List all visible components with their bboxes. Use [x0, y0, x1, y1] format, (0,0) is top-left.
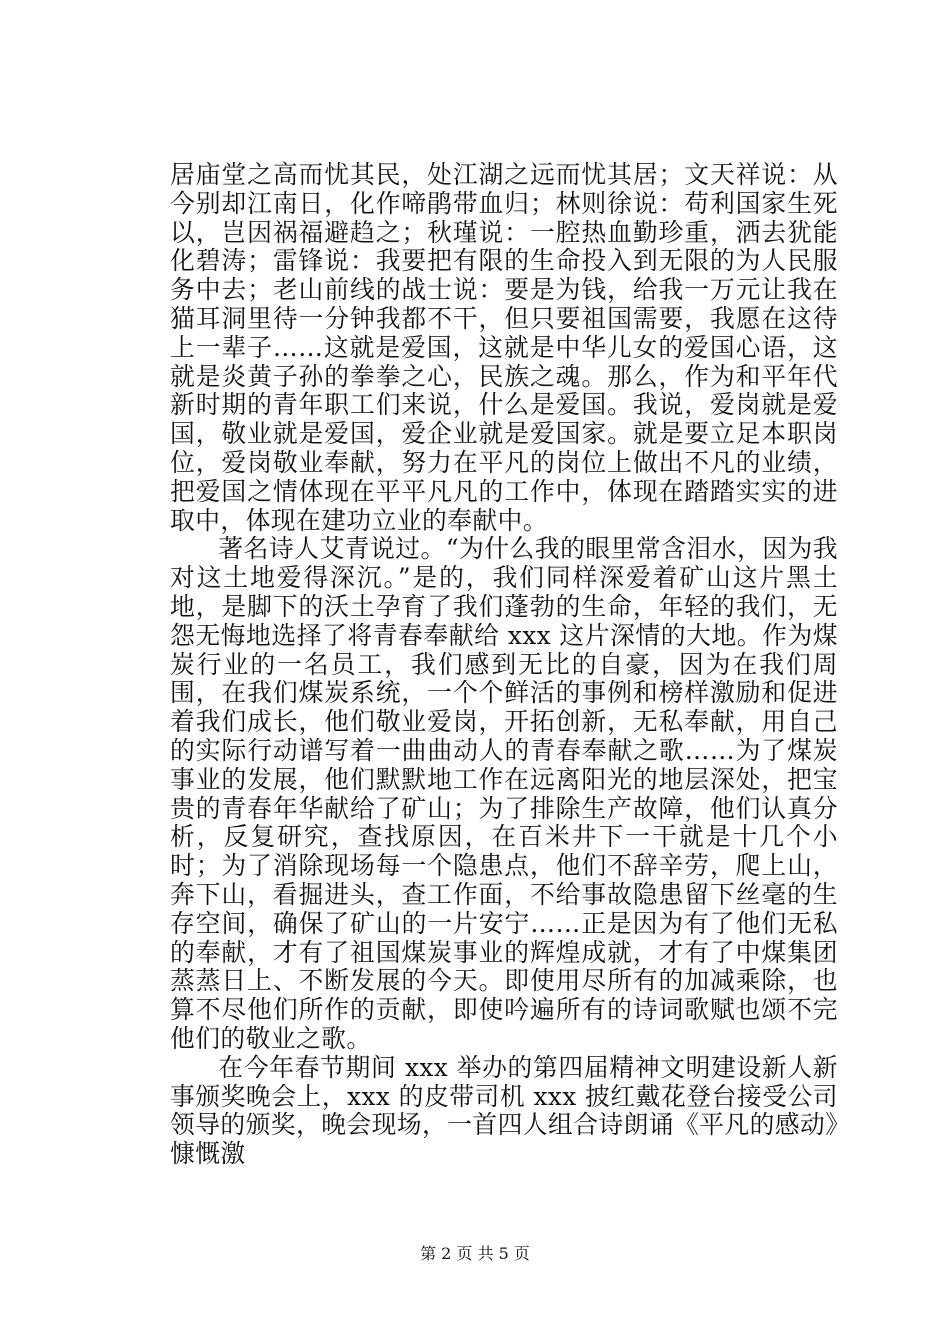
- paragraph-1: 居庙堂之高而忧其民，处江湖之远而忧其居；文天祥说：从今别却江南日，化作啼鹃带血归；林则徐说：苟利国家生死以，岂因祸福避趋之；秋瑾说：一腔热血勤珍重，洒去犹能化碧涛；雷锋说：我要把有限的生命投入到无限的为人民服务中去；老山前线的战士说：要是为钱，给我一万元让我在猫耳洞里待一分钟我都不干，但只要祖国需要，我愿在这待上一辈子……这就是爱国，这就是中华儿女的爱国心语，这就是炎黄子孙的拳拳之心，民族之魂。那么，作为和平年代新时期的青年职工们来说，什么是爱国。我说，爱岗就是爱国，敬业就是爱国，爱企业就是爱国家。就是要立足本职岗位，爱岗敬业奉献，努力在平凡的岗位上做出不凡的业绩，把爱国之情体现在平平凡凡的工作中，体现在踏踏实实的进取中，体现在建功立业的奉献中。: [170, 160, 838, 535]
- paragraph-3: 在今年春节期间 xxx 举办的第四届精神文明建设新人新事颁奖晚会上，xxx 的皮带司机 xxx 披红戴花登台接受公司领导的颁奖，晚会现场，一首四人组合诗朗诵《平凡的感动》慷慨激: [170, 1052, 838, 1169]
- page-number-footer: 第 2 页 共 5 页: [420, 1244, 530, 1263]
- document-body: [170, 161, 838, 1169]
- paragraph-2: 著名诗人艾青说过。“为什么我的眼里常含泪水，因为我对这土地爱得深沉。”是的，我们同样深爱着矿山这片黑土地，是脚下的沃土孕育了我们蓬勃的生命，年轻的我们，无怨无悔地选择了将青春奉献给 xxx 这片深情的大地。作为煤炭行业的一名员工，我们感到无比的自豪，因为在我们周围，在我们煤炭系统，一个个鲜活的事例和榜样激励和促进着我们成长，他们敬业爱岗，开拓创新，无私奉献，用自己的实际行动谱写着一曲曲动人的青春奉献之歌……为了煤炭事业的发展，他们默默地工作在远离阳光的地层深处，把宝贵的青春年华献给了矿山；为了排除生产故障，他们认真分析，反复研究，查找原因，在百米井下一干就是十几个小时；为了消除现场每一个隐患点，他们不辞辛劳，爬上山，奔下山，看掘进头，查工作面，不给事故隐患留下丝毫的生存空间，确保了矿山的一片安宁……正是因为有了他们无私的奉献，才有了祖国煤炭事业的辉煌成就，才有了中煤集团蒸蒸日上、不断发展的今天。即使用尽所有的加减乘除，也算不尽他们所作的贡献，即使吟遍所有的诗词歌赋也颂不完他们的敬业之歌。: [170, 534, 838, 1053]
